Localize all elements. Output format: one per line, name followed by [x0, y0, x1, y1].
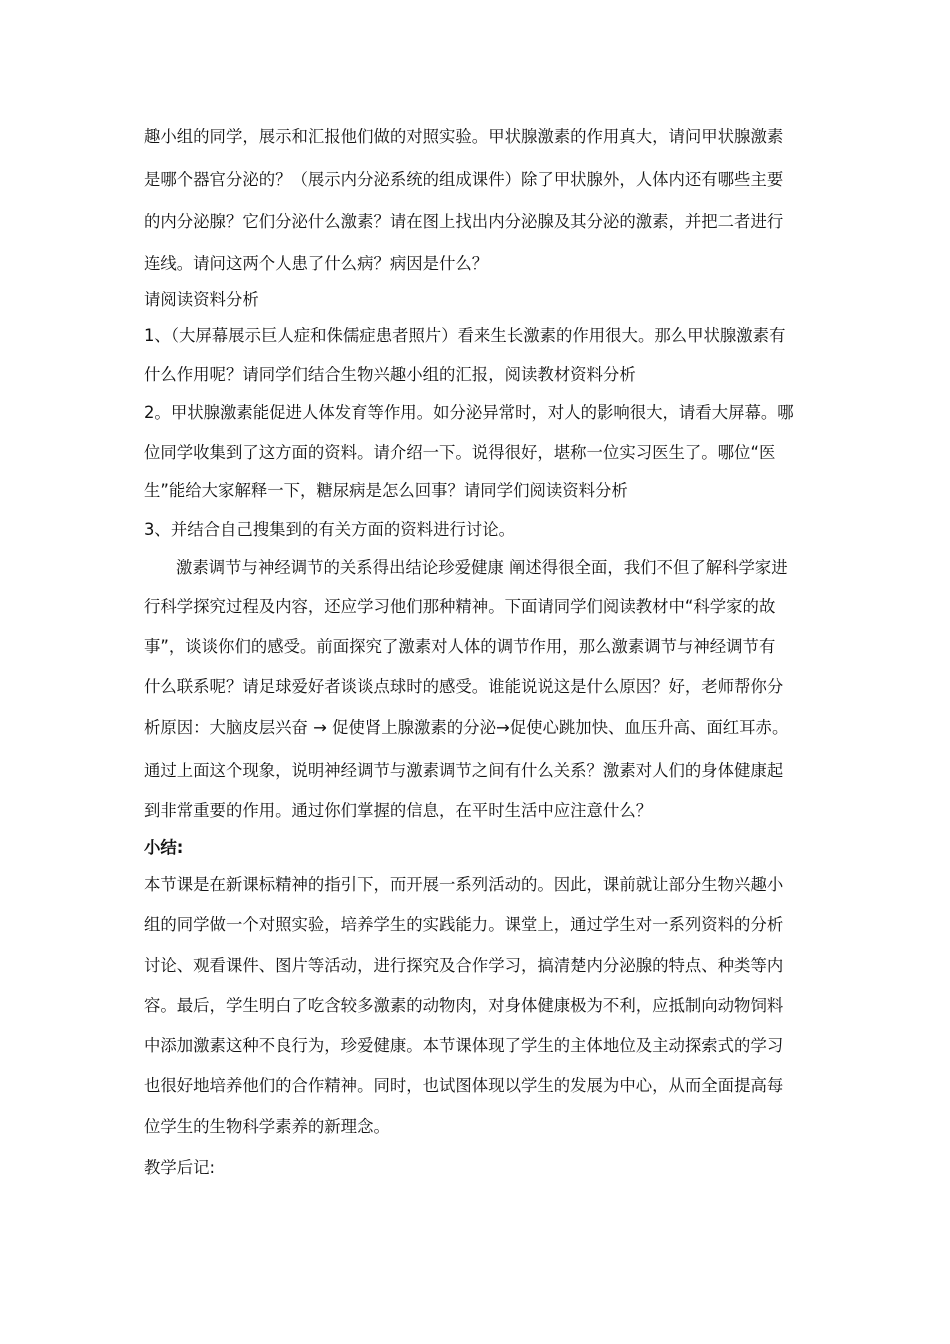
summary-line: 讨论、观看课件、图片等活动，进行探究及合作学习，搞清楚内分泌腺的特点、种类等内: [144, 956, 784, 975]
item-1-line: 1、（大屏幕展示巨人症和侏儒症患者照片）看来生长激素的作用很大。那么甲状腺激素有: [144, 326, 786, 345]
item-1-line: 什么作用呢？请同学们结合生物兴趣小组的汇报，阅读教材资料分析: [144, 365, 636, 384]
item-3-line: 3、并结合自己搜集到的有关方面的资料进行讨论。: [144, 520, 516, 539]
paragraph-1-line: 趣小组的同学，展示和汇报他们做的对照实验。甲状腺激素的作用真大，请问甲状腺激素: [144, 127, 784, 146]
paragraph-2-line: 通过上面这个现象，说明神经调节与激素调节之间有什么关系？激素对人们的身体健康起: [144, 761, 784, 780]
summary-line: 本节课是在新课标精神的指引下，而开展一系列活动的。因此，课前就让部分生物兴趣小: [144, 875, 784, 894]
item-2-line: 位同学收集到了这方面的资料。请介绍一下。说得很好，堪称一位实习医生了。哪位“医: [144, 443, 776, 462]
reading-prompt: 请阅读资料分析: [144, 290, 259, 309]
summary-line: 也很好地培养他们的合作精神。同时，也试图体现以学生的发展为中心，从而全面提高每: [144, 1076, 784, 1095]
summary-heading: 小结:: [144, 838, 184, 857]
paragraph-2-line: 什么联系呢？请足球爱好者谈谈点球时的感受。谁能说说这是什么原因？好，老师帮你分: [144, 677, 784, 696]
summary-line: 组的同学做一个对照实验，培养学生的实践能力。课堂上，通过学生对一系列资料的分析: [144, 915, 784, 934]
summary-line: 容。最后，学生明白了吃含较多激素的动物肉，对身体健康极为不利，应抵制向动物饲料: [144, 996, 784, 1015]
summary-line: 位学生的生物科学素养的新理念。: [144, 1117, 390, 1136]
paragraph-1-line: 连线。请问这两个人患了什么病？病因是什么？: [144, 254, 489, 273]
afterword-heading: 教学后记:: [144, 1158, 216, 1177]
paragraph-2-line: 事”，谈谈你们的感受。前面探究了激素对人体的调节作用，那么激素调节与神经调节有: [144, 637, 776, 656]
paragraph-2-line: 行科学探究过程及内容，还应学习他们那种精神。下面请同学们阅读教材中“科学家的故: [144, 597, 776, 616]
paragraph-1-line: 是哪个器官分泌的？（展示内分泌系统的组成课件）除了甲状腺外，人体内还有哪些主要: [144, 170, 784, 189]
paragraph-2-line: 激素调节与神经调节的关系得出结论珍爱健康 阐述得很全面，我们不但了解科学家进: [176, 558, 788, 577]
paragraph-2-line: 到非常重要的作用。通过你们掌握的信息，在平时生活中应注意什么？: [144, 801, 653, 820]
item-2-line: 生”能给大家解释一下，糖尿病是怎么回事？请同学们阅读资料分析: [144, 481, 628, 500]
paragraph-1-line: 的内分泌腺？它们分泌什么激素？请在图上找出内分泌腺及其分泌的激素，并把二者进行: [144, 212, 784, 231]
paragraph-2-line: 析原因：大脑皮层兴奋 → 促使肾上腺激素的分泌→促使心跳加快、血压升高、面红耳赤。: [144, 718, 789, 737]
item-2-line: 2。甲状腺激素能促进人体发育等作用。如分泌异常时，对人的影响很大，请看大屏幕。哪: [144, 403, 794, 422]
summary-line: 中添加激素这种不良行为，珍爱健康。本节课体现了学生的主体地位及主动探索式的学习: [144, 1036, 784, 1055]
